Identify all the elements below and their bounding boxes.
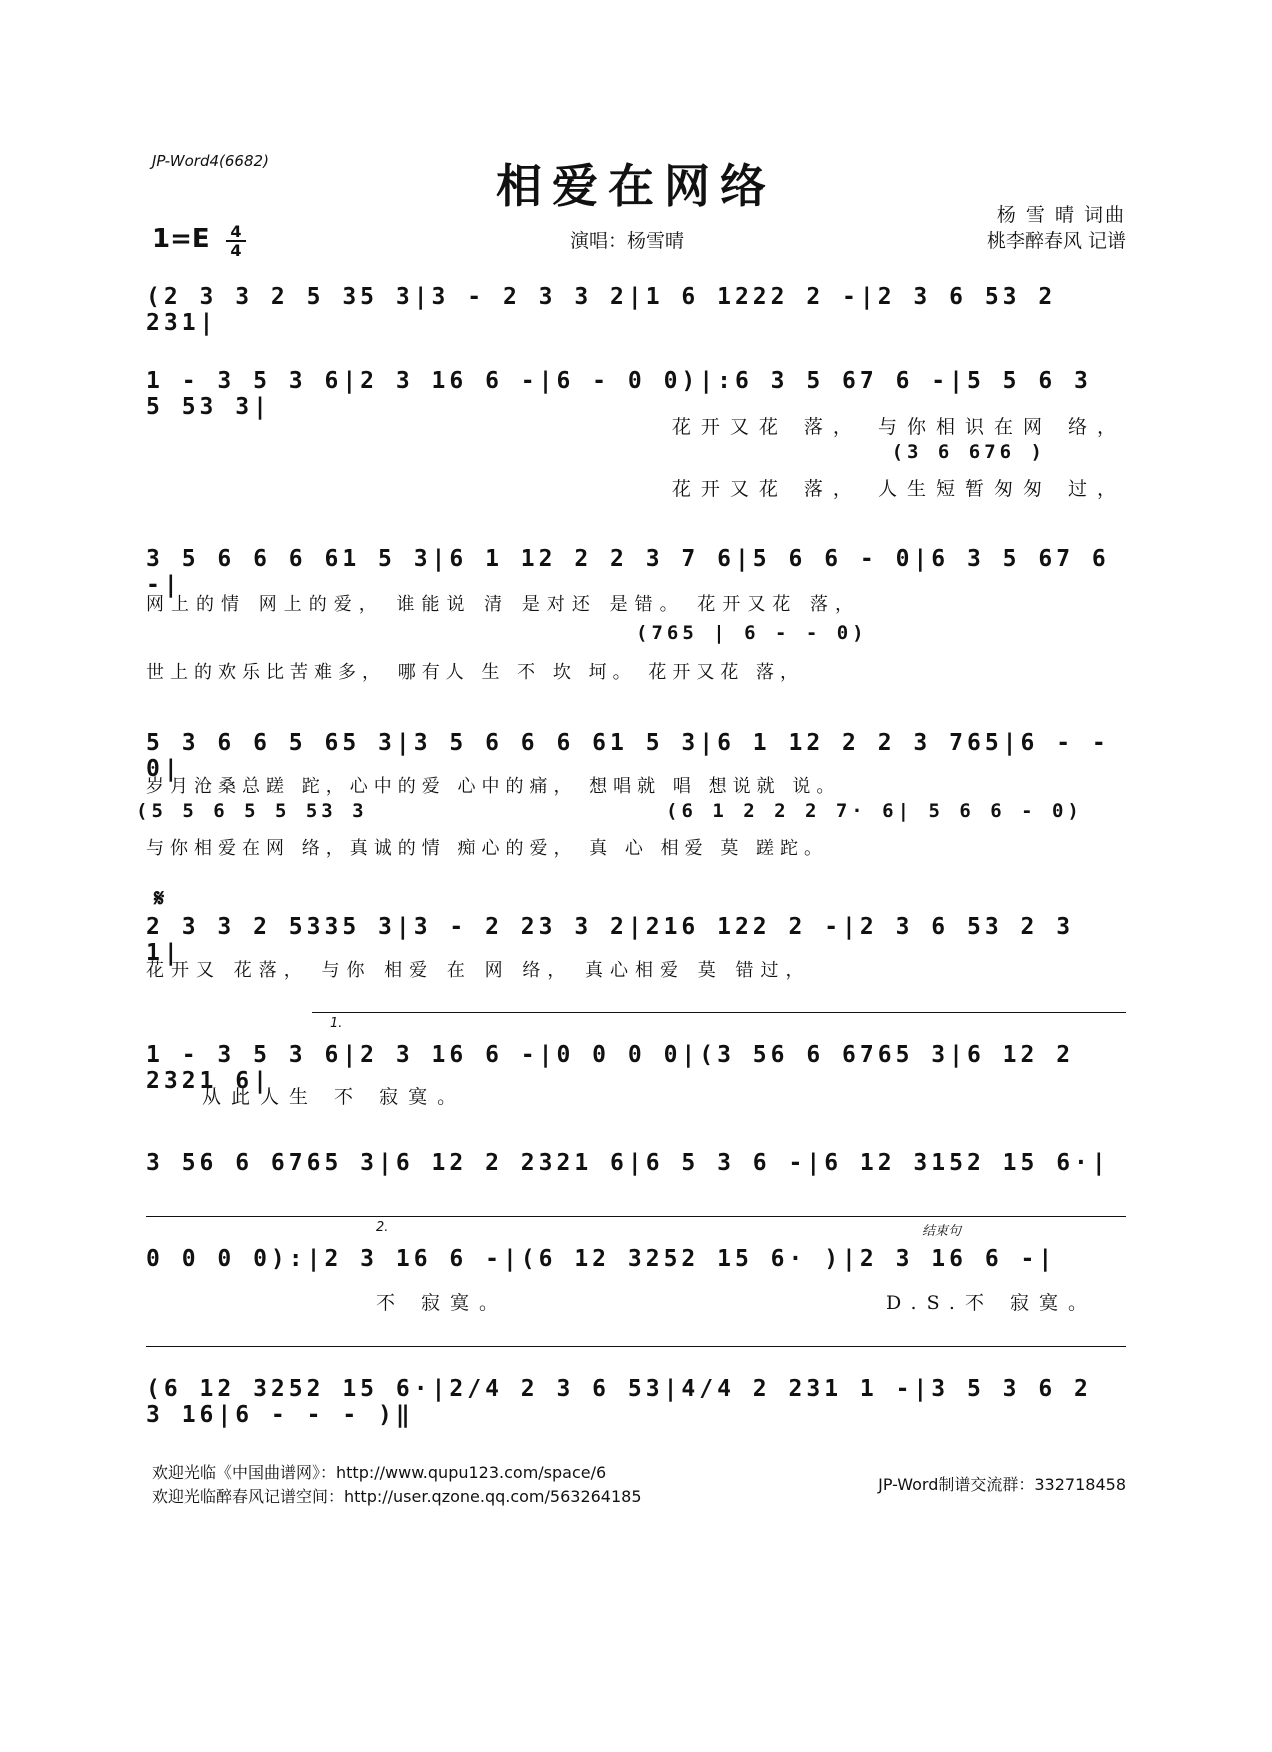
notation-line: 1 - 3 5 3 6|2 3 16 6 -|0 0 0 0|(3 56 6 6765 3|6 12 2 2321 6| [146,1042,1075,1094]
notation-line: 3 56 6 6765 3|6 12 2 2321 6|6 5 3 6 -|6 12 3152 15 6·| [146,1150,1110,1176]
lyric: 从此人生 不 寂寞。 [202,1086,467,1108]
volta-1-label: 1. [330,1016,343,1031]
song-title: 相爱在网络 [496,159,776,213]
lyric-verse-1: 网上的情 网上的爱， 谁能说 清 是对还 是错。 花开又花 落， [146,594,861,615]
footer-group-info: JP-Word制谱交流群：332718458 [878,1475,1126,1494]
singer-credit: 演唱：杨雪晴 [570,230,685,252]
footer-space-link[interactable]: 欢迎光临醉春风记谱空间：http://user.qzone.qq.com/563264185 [152,1487,642,1506]
lyric: 不 寂寞。 [376,1292,509,1314]
score-line-2 [146,368,1126,508]
transcriber-credit: 桃李醉春风 记谱 [986,230,1126,252]
notation-line: 2 3 3 2 5335 3|3 - 2 23 3 2|216 122 2 -|2 3 6 53 2 3 1| [146,914,1075,966]
lyric-verse-1: 岁月沧桑总蹉 跎，心中的爱 心中的痛， 想唱就 唱 想说就 说。 [146,776,841,797]
score-line-5 [146,914,1126,994]
section-rule [146,1346,1126,1347]
section-rule [146,1216,1126,1217]
notation-line: 3 5 6 6 6 61 5 3|6 1 12 2 2 3 7 6|5 6 6 - 0|6 3 5 67 6 -| [146,546,1110,598]
sub-notation: (3 6 676 ) [891,441,1046,463]
lyric-verse-2: 与你相爱在网 络，真诚的情 痴心的爱， 真 心 相爱 莫 蹉跎。 [146,838,829,859]
segno-sign: 𝄋 [154,884,165,912]
composer-credit: 杨 雪 晴 词曲 [996,204,1126,226]
score-line-4 [136,730,1126,870]
sub-notation-right: (6 1 2 2 2 7· 6| 5 6 6 - 0) [666,800,1083,822]
notation-line: 5 3 6 6 5 65 3|3 5 6 6 6 61 5 3|6 1 12 2 2 3 765|6 - - 0| [146,730,1110,782]
coda-label: 结束句 [922,1224,962,1239]
notation-line: 0 0 0 0):|2 3 16 6 -|(6 12 3252 15 6· )|2 3 16 6 -| [146,1246,1057,1272]
lyric-verse-1: 花开又花 落， 与你相识在网 络， [671,416,1126,438]
lyric-ds: D.S.不 寂寞。 [886,1292,1098,1314]
notation-line: (6 12 3252 15 6·|2/4 2 3 6 53|4/4 2 231 1 -|3 5 3 6 2 3 16|6 - - - )‖ [146,1376,1092,1428]
volta-2-label: 2. [376,1220,389,1235]
score-line-6 [146,1042,1126,1112]
lyric-verse-2: 花开又花 落， 人生短暂匆匆 过， [671,478,1126,500]
software-tag: JP-Word4(6682) [152,152,269,170]
notation-line: (2 3 3 2 5 35 3|3 - 2 3 3 2|1 6 1222 2 -|2 3 6 53 2 231| [146,284,1057,336]
notation-line: 1 - 3 5 3 6|2 3 16 6 -|6 - 0 0)|:6 3 5 67 6 -|5 5 6 3 5 53 3| [146,368,1092,420]
score-line-3 [146,546,1126,686]
sub-notation-left: (5 5 6 5 5 53 3 [136,800,368,822]
lyric: 花开又 花落， 与你 相爱 在 网 络， 真心相爱 莫 错过， [146,960,811,981]
time-sig-bottom: 4 [230,241,242,260]
footer-website-link[interactable]: 欢迎光临《中国曲谱网》：http://www.qupu123.com/space/6 [152,1463,607,1482]
key-signature: 1=E [152,224,210,254]
score-line-8 [146,1246,1126,1326]
volta-1-bracket [312,1012,1126,1013]
time-signature [226,224,246,258]
sub-notation: (765 | 6 - - 0) [636,622,868,644]
lyric-verse-2: 世上的欢乐比苦难多， 哪有人 生 不 坎 坷。 花开又花 落， [146,662,805,683]
time-sig-top: 4 [230,222,242,241]
